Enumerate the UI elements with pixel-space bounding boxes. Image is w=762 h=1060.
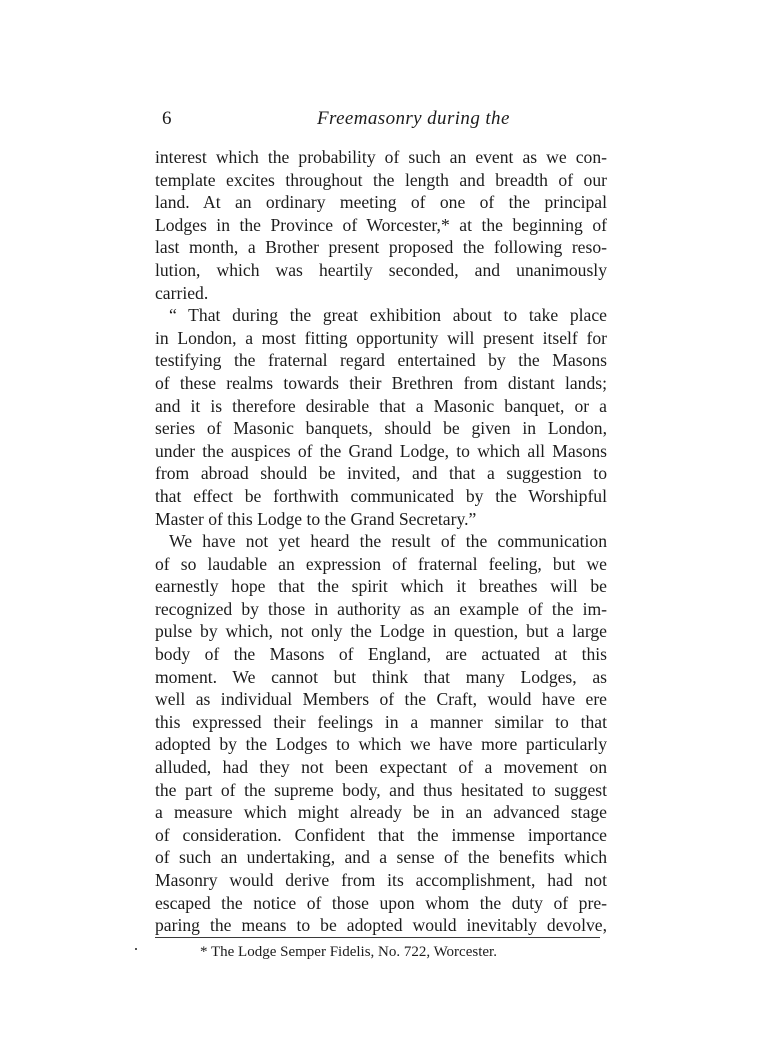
ink-speck	[135, 948, 137, 950]
text-line: of such an undertaking, and a sense of the benefits which	[155, 847, 607, 868]
text-line: recognized by those in authority as an example of the im-	[155, 598, 607, 619]
text-line: lution, which was heartily seconded, and unanimously	[155, 259, 607, 280]
text-line: the part of the supreme body, and thus hesitated to suggest	[155, 779, 607, 800]
text-line: template excites throughout the length and breadth of our	[155, 169, 607, 190]
text-line: well as individual Members of the Craft, would have ere	[155, 689, 607, 710]
page-number: 6	[162, 108, 172, 129]
running-head: Freemasonry during the	[317, 108, 510, 129]
text-line: Master of this Lodge to the Grand Secretary.”	[155, 508, 477, 529]
text-line: Masonry would derive from its accomplishment, had not	[155, 870, 607, 890]
text-line: adopted by the Lodges to which we have more particularly	[155, 734, 607, 755]
text-line: alluded, had they not been expectant of a movement on	[155, 757, 607, 778]
text-line: that effect be forthwith communicated by the Worshipful	[155, 485, 607, 506]
text-line: We have not yet heard the result of the communication	[169, 531, 607, 552]
text-line: testifying the fraternal regard entertained by the Masons	[155, 350, 607, 371]
text-line: and it is therefore desirable that a Masonic banquet, or a	[155, 395, 607, 416]
text-line: “ That during the great exhibition about to take place	[169, 305, 607, 326]
footnote-divider	[155, 937, 600, 938]
text-line: earnestly hope that the spirit which it breathes will be	[155, 576, 607, 597]
text-line: land. At an ordinary meeting of one of the principal	[155, 192, 607, 213]
text-line: series of Masonic banquets, should be given in London,	[155, 418, 607, 439]
text-line: in London, a most fitting opportunity will present itself for	[155, 327, 607, 348]
text-line: under the auspices of the Grand Lodge, to which all Masons	[155, 440, 607, 461]
text-line: of so laudable an expression of fraternal feeling, but we	[155, 553, 607, 574]
text-line: this expressed their feelings in a manner similar to that	[155, 711, 607, 732]
text-line: a measure which might already be in an advanced stage	[155, 802, 607, 823]
text-line: interest which the probability of such an event as we con-	[155, 147, 607, 167]
footnote: * The Lodge Semper Fidelis, No. 722, Worcester.	[200, 944, 497, 960]
text-line: of these realms towards their Brethren from distant lands;	[155, 372, 607, 393]
text-line: pulse by which, not only the Lodge in question, but a large	[155, 621, 607, 642]
text-line: carried.	[155, 282, 209, 303]
text-line: body of the Masons of England, are actuated at this	[155, 644, 607, 665]
text-line: moment. We cannot but think that many Lodges, as	[155, 666, 607, 687]
text-line: paring the means to be adopted would inevitably devolve,	[155, 915, 607, 936]
text-line: Lodges in the Province of Worcester,* at the beginning of	[155, 214, 607, 235]
text-line: of consideration. Confident that the immense importance	[155, 824, 607, 845]
body-text	[155, 146, 607, 937]
text-line: escaped the notice of those upon whom the duty of pre-	[155, 892, 607, 913]
page-header	[162, 108, 614, 134]
text-line: from abroad should be invited, and that a suggestion to	[155, 463, 607, 484]
text-line: last month, a Brother present proposed the following reso-	[155, 237, 607, 258]
